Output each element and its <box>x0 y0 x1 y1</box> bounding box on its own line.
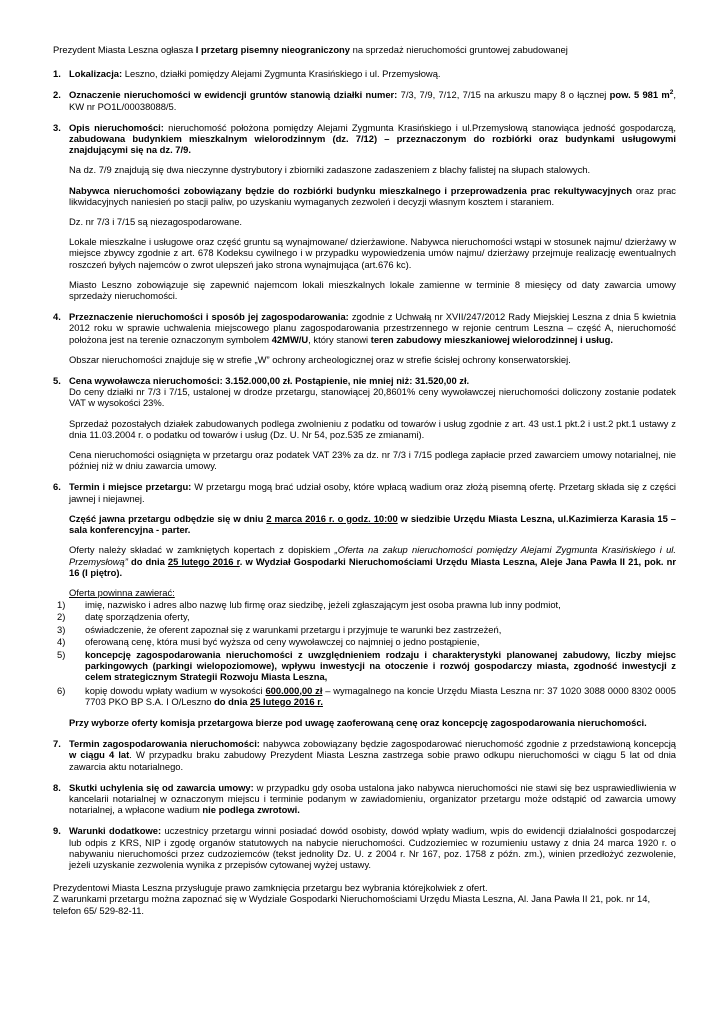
section-5-price <box>53 375 676 471</box>
section-number: 9. <box>53 825 61 837</box>
section-number: 2. <box>53 89 61 101</box>
intro-bold: I przetarg pisemny nieograniczony <box>195 44 350 55</box>
paragraph-text: oraz prac likwidacyjnych naniesień po stacji paliw, po uzyskaniu wymaganych zezwoleń i decyzji własnym kosztem i staraniem. <box>69 184 676 207</box>
paragraph-bold: Nabywca nieruchomości zobowiązany będzie do rozbiórki budynku mieszkalnego i przeprowadzenia prac rekultywacyjnych <box>69 184 633 196</box>
section-text: zgodnie z Uchwałą nr XVII/247/2012 Rady Miejskiej Leszna z dnia 5 kwietnia 2012 roku w sprawie uchwalenia miejscowego planu zagospodarowania przestrzennego w rejonie centrum Leszna – część A, nieruchomość położona jest na terenie oznaczonym symbolem <box>69 311 676 345</box>
term-value: w ciągu 4 lat <box>69 749 130 761</box>
section-heading: Opis nieruchomości: <box>69 121 164 133</box>
section-heading: Skutki uchylenia się od zawarcia umowy: <box>69 781 254 793</box>
paragraph: Obszar nieruchomości znajduje się w strefie „W” ochrony archeologicznej oraz w strefie ścisłej ochrony konserwatorskiej. <box>69 353 571 365</box>
section-text: . W przypadku braku zabudowy Prezydent Miasta Leszna zastrzega sobie prawo odkupu nieruchomości w ciągu 5 lat od dnia zawarcia aktu notarialnego. <box>69 749 676 772</box>
intro-text-end: na sprzedaż nieruchomości gruntowej zabudowanej <box>350 44 568 55</box>
paragraph: Miasto Leszno zobowiązuje się zapewnić najemcom lokali mieszkalnych lokale zamienne w terminie 8 miesięcy od daty zawarcia umowy sprzedaży nieruchomości. <box>69 278 676 302</box>
section-text: W przetargu mogą brać udział osoby, które wpłacą wadium oraz złożą pisemną ofertę. Przetarg składa się z części jawnej i niejawnej. <box>69 481 676 504</box>
section-1-location <box>53 68 676 79</box>
list-item: 5) koncepcję zagospodarowania nieruchomości z uwzględnieniem rodzaju i charakterystyki planowanej zabudowy, liczby miejsc parkingowych (parkingi wielopoziomowe), wpływu inwestycji na otoczenie i rozwój gospodarczy miasta, zgodność inwestycji z celem strategicznym Strategii Rozwoju Miasta Leszna, <box>57 648 676 683</box>
section-text: 7/3, 7/9, 7/12, 7/15 na arkuszu mapy 8 o łącznej <box>397 89 610 101</box>
offer-contents-list <box>53 599 676 707</box>
section-number: 4. <box>53 311 61 323</box>
section-8-consequences <box>53 782 676 816</box>
section-text: Leszno, działki pomiędzy Alejami Zygmunta Krasińskiego i ul. Przemysłową. <box>122 68 441 80</box>
public-part-text: Część jawna przetargu odbędzie się w dniu <box>69 512 267 524</box>
deadline-prefix: do dnia <box>127 555 168 567</box>
section-number: 6. <box>53 481 61 493</box>
list-item: 6) kopię dowodu wpłaty wadium w wysokości 600.000,00 zł – wymagalnego na koncie Urzędu Miasta Leszna nr: 37 1020 3088 0000 8302 0005 7703 PKO BP S.A. I O/Leszno do dnia 25 lutego 2016 r. <box>57 684 676 707</box>
list-item: 3) oświadczenie, że oferent zapoznał się z warunkami przetargu i przyjmuje te warunki bez zastrzeżeń, <box>57 623 502 635</box>
area-unit-sup: 2 <box>669 89 674 97</box>
closing-line: Prezydentowi Miasta Leszna przysługuje prawo zamknięcia przetargu bez wybrania którejkolwiek z ofert. <box>53 882 488 894</box>
land-register-text: , KW nr PO1L/00038088/5. <box>69 89 676 112</box>
zoning-description: teren zabudowy mieszkaniowej wielorodzinnej i usług. <box>370 333 613 345</box>
list-item: 2) datę sporządzenia oferty, <box>57 611 190 623</box>
selection-criteria: Przy wyborze oferty komisja przetargowa bierze pod uwagę zaoferowaną cenę oraz koncepcję zagospodarowania nieruchomości. <box>69 716 647 728</box>
section-4-purpose <box>53 311 676 365</box>
offer-contents-heading: Oferta powinna zawierać: <box>69 586 175 598</box>
offer-deadline: 25 lutego 2016 r <box>167 555 240 567</box>
intro-text: Prezydent Miasta Leszna ogłasza <box>53 44 196 55</box>
section-7-development-term <box>53 738 676 772</box>
section-9-additional-conditions <box>53 825 676 870</box>
section-number: 1. <box>53 68 61 80</box>
zoning-symbol: 42MW/U <box>271 333 309 345</box>
section-heading: Termin zagospodarowania nieruchomości: <box>69 738 260 750</box>
section-text: w przypadku gdy osoba ustalona jako nabywca nieruchomości nie stawi się bez usprawiedliwienia w kancelarii notarialnej w oznaczonym miejscu i terminie podanym w zawiadomieniu, organizator przetargu może odstąpić od zawarcia umowy notarialnej, a wpłacone wadium <box>69 781 676 816</box>
section-text: Do ceny działki nr 7/3 i 7/15, ustalonej w drodze przetargu, stanowiącej 20,8601% ceny wywoławczej nieruchomości doliczony zostanie podatek VAT w wysokości 23%. <box>69 386 676 409</box>
section-6-tender-date <box>53 481 676 728</box>
section-3-description <box>53 122 676 301</box>
paragraph: Cena nieruchomości osiągnięta w przetargu oraz podatek VAT 23% za dz. nr 7/3 i 7/15 podlega zapłacie przed zawarciem umowy notarialnej, nie później niż w dniu zawarcia umowy. <box>69 449 676 472</box>
tender-datetime: 2 marca 2016 r. o godz. 10:00 <box>266 512 398 524</box>
intro-paragraph <box>53 44 676 55</box>
paragraph: Dz. nr 7/3 i 7/15 są niezagospodarowane. <box>69 216 243 228</box>
paragraph: Na dz. 7/9 znajdują się dwa nieczynne dystrybutory i zbiorniki zadaszone zadaszeniem z blachy falistej na słupach stalowych. <box>69 164 591 176</box>
section-bold-text: zabudowana budynkiem mieszkalnym wielorodzinnym (dz. 7/12) – przeznaczonym do rozbiórki oraz budynkami usługowymi znajdującymi się na dz. 7/9. <box>69 133 676 156</box>
deposit-deadline: 25 lutego 2016 r. <box>250 695 323 707</box>
section-heading: Warunki dodatkowe: <box>69 825 162 837</box>
envelope-note: „Oferta na zakup nieruchomości pomiędzy Alejami Zygmunta Krasińskiego i ul. Przemysłową” <box>69 544 676 567</box>
section-number: 7. <box>53 738 61 750</box>
paragraph: Lokale mieszkalne i usługowe oraz część gruntu są wynajmowane/ dzierżawione. Nabywca nieruchomości wstąpi w stosunek najmu/ dzierżawy w miejsce zbywcy zgodnie z art. 678 Kodeksu cywilnego i w przypadku wypowiedzenia umów najmu/ dzierżawy przejmuje realizację ewentualnych roszczeń byłych najemców o zwrot ulepszeń jako strona wynajmująca (art.676 kc). <box>69 236 676 270</box>
section-heading: Oznaczenie nieruchomości w ewidencji gruntów stanowią działki numer: <box>69 89 398 101</box>
section-text: nabywca zobowiązany będzie zagospodarować nieruchomość zgodnie z przedstawioną koncepcją <box>259 738 676 750</box>
list-item: 4) oferowaną cenę, która musi być wyższa od ceny wywoławczej co najmniej o jedno postąpienie, <box>57 635 480 647</box>
section-text: nieruchomość położona pomiędzy Alejami Zygmunta Krasińskiego i ul.Przemysłową stanowiąca jedność gospodarczą, <box>163 121 677 133</box>
section-number: 5. <box>53 375 61 387</box>
offers-text: Oferty należy składać w zamkniętych kopertach z dopiskiem <box>69 544 335 556</box>
section-number: 3. <box>53 121 61 133</box>
section-text: , który stanowi <box>308 333 371 345</box>
closing-notes <box>53 882 676 916</box>
contact-line: Z warunkami przetargu można zapoznać się w Wydziale Gospodarki Nieruchomościami Urzędu Miasta Leszna, Al. Jana Pawła II 21, pok. nr 14, telefon 65/ 529-82-11. <box>53 893 651 916</box>
section-number: 8. <box>53 781 61 793</box>
price-heading: Cena wywoławcza nieruchomości: 3.152.000,00 zł. Postąpienie, nie mniej niż: 31.520,00 zł. <box>69 375 470 387</box>
deposit-amount: 600.000,00 zł <box>265 684 323 696</box>
section-heading: Termin i miejsce przetargu: <box>69 481 192 493</box>
section-heading: Lokalizacja: <box>69 68 123 80</box>
bank-account: – wymagalnego na koncie Urzędu Miasta Leszna nr: 37 1020 3088 0000 8302 0005 7703 PKO BP S.A. I O/Leszno <box>85 684 676 707</box>
non-refundable-note: nie podlega zwrotowi. <box>202 804 300 816</box>
section-2-parcels <box>53 89 676 111</box>
area-value: pow. 5 981 m <box>609 89 670 101</box>
offer-address: . w Wydział Gospodarki Nieruchomościami Urzędu Miasta Leszna, Aleje Jana Pawła II 21, pok. nr 16 (I piętro). <box>69 555 676 578</box>
section-heading: Przeznaczenie nieruchomości i sposób jej zagospodarowania: <box>69 311 349 323</box>
tender-location: w siedzibie Urzędu Miasta Leszna, ul.Kazimierza Karasia 15 – sala konferencyjna - parter. <box>69 512 676 536</box>
list-item: 1) imię, nazwisko i adres albo nazwę lub firmę oraz siedzibę, jeżeli zgłaszającym jest osoba prawna lub inny podmiot, <box>57 599 561 611</box>
paragraph: Sprzedaż pozostałych działek zabudowanych podlega zwolnieniu z podatku od towarów i usług zgodnie z art. 43 ust.1 pkt.2 i ust.2 pkt.1 ustawy z dnia 11.03.2004 r. o podatku od towarów i usług (Dz. U. Nr 54, poz.535 ze zmianami). <box>69 417 676 440</box>
section-text: uczestnicy przetargu winni posiadać dowód osobisty, dowód wpłaty wadium, wpis do ewidencji działalności gospodarczej lub odpis z KRS, NIP i zgodę organów statutowych na nabycie nieruchomości. Cudzoziemiec w rozumieniu ustawy z dnia 24 marca 1920 r. o nabywaniu nieruchomości przez cudzoziemców (tekst jednolity Dz. U. z 2004 r. Nr 167, poz. 1758 z późn. zm.), winien przedłożyć zezwolenie, jeżeli uzyskanie zezwolenia wynika z przepisów cytowanej wyżej ustawy. <box>69 825 676 870</box>
